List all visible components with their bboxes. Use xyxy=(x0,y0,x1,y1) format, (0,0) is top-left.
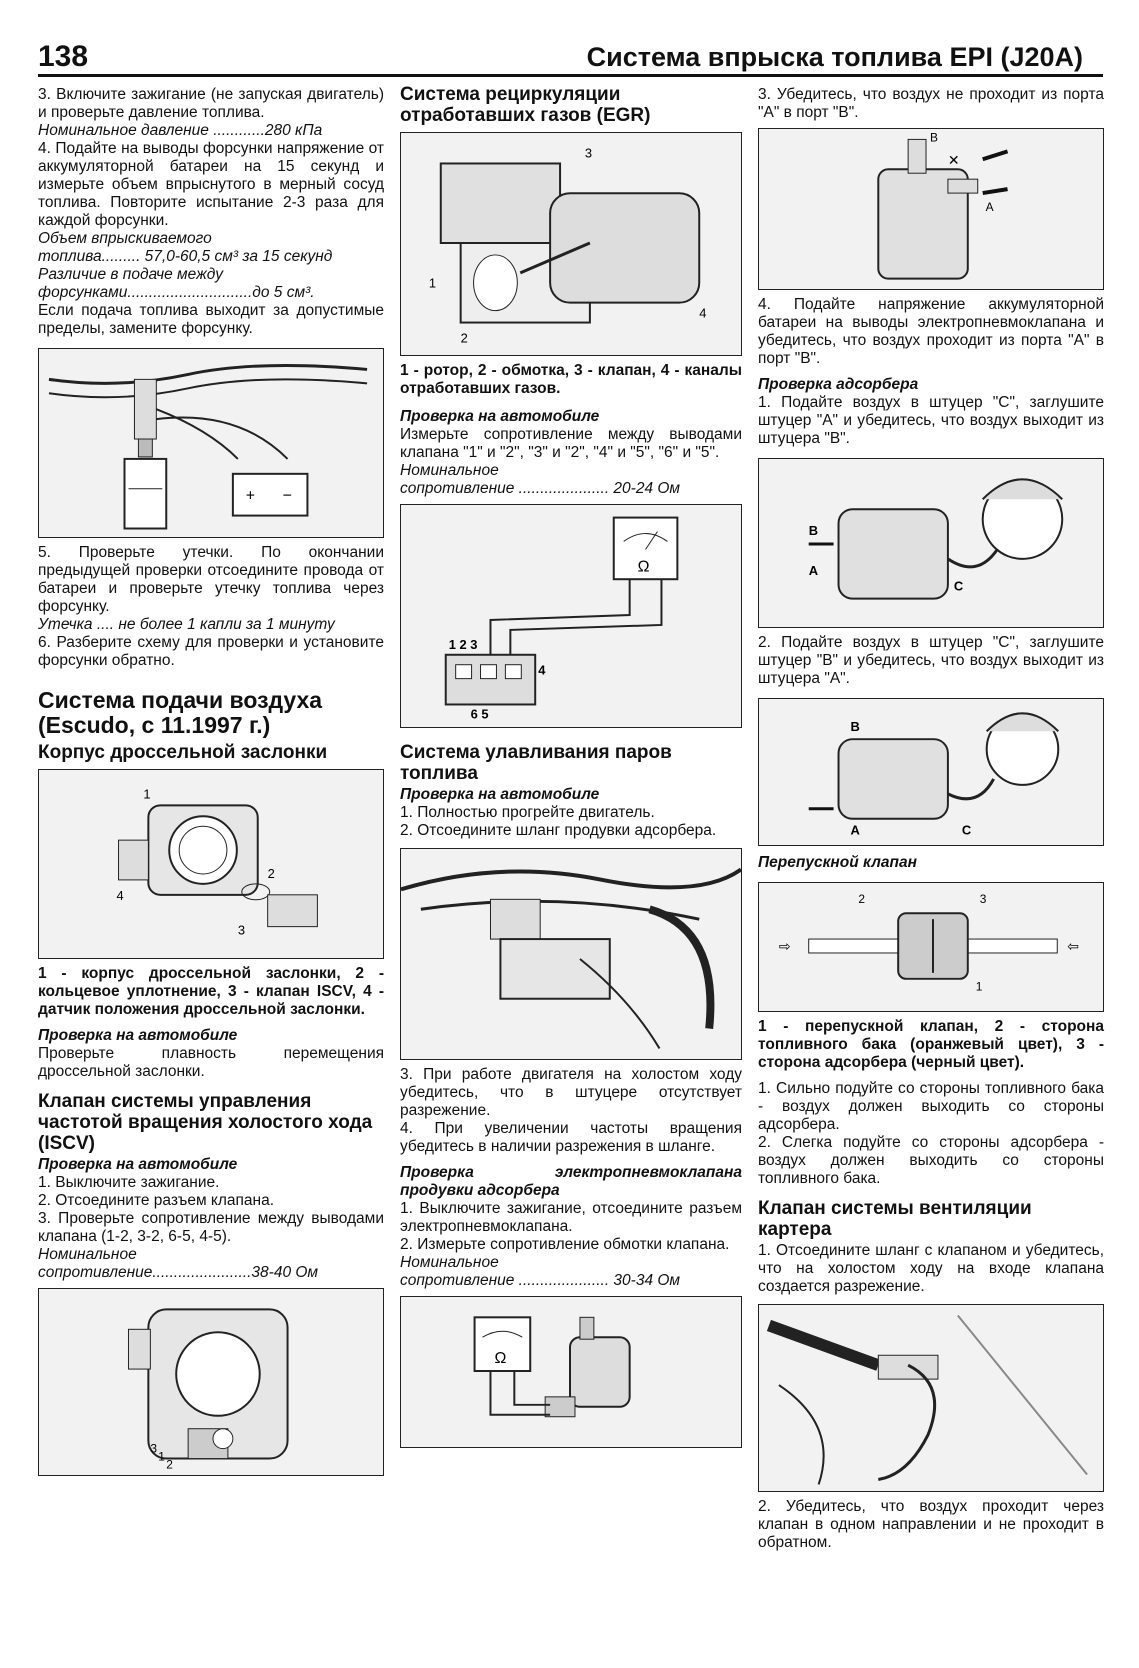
port-c-label: C xyxy=(961,822,972,838)
ohm-symbol: Ω xyxy=(494,1350,507,1368)
subheading: Проверка на автомобиле xyxy=(400,786,600,803)
throttle-label-2: 2 xyxy=(267,865,275,881)
svg-text:✕: ✕ xyxy=(947,152,960,169)
paragraph: Измерьте сопротивление между выводами клапана "1" и "2", "3" и "2", "4" и "5", "6" и "5". xyxy=(400,426,742,461)
paragraph: 2. Отсоедините шланг продувки адсорбера. xyxy=(400,822,717,839)
subheading: Проверка на автомобиле xyxy=(38,1156,238,1173)
throttle-label-4: 4 xyxy=(116,887,124,903)
canister-test-figure-1 xyxy=(758,458,1104,628)
column-right xyxy=(758,86,1104,1552)
egr-label-3: 3 xyxy=(584,145,593,161)
throttle-label-3: 3 xyxy=(237,922,246,938)
column-middle xyxy=(400,84,742,1454)
port-b-label: B xyxy=(850,719,860,735)
egr-valve-figure xyxy=(400,132,742,356)
pcv-valve-figure xyxy=(758,1304,1104,1492)
subsection-heading-iscv: Клапан системы управления частотой вращения холостого хода (ISCV) xyxy=(38,1091,373,1154)
page-title: Система впрыска топлива EPI (J20A) xyxy=(586,42,1083,72)
subheading: Проверка на автомобиле xyxy=(400,408,600,425)
paragraph: Проверьте плавность перемещения дроссельной заслонки. xyxy=(38,1045,384,1080)
section-heading-evap: Система улавливания паров топлива xyxy=(400,742,672,784)
spec-resistance-value: сопротивление ..................... 20-24 Ом xyxy=(400,480,681,497)
subheading: Проверка электропневмоклапана продувки адсорбера xyxy=(400,1164,742,1199)
port-a-label: A xyxy=(808,562,819,578)
paragraph: 1. Подайте воздух в штуцер "C", заглушите штуцер "A" и убедитесь, что воздух выходит из штуцера "B". xyxy=(758,394,1104,447)
purge-hose-figure xyxy=(400,848,742,1060)
paragraph: 2. Измерьте сопротивление обмотки клапана. xyxy=(400,1236,730,1253)
egr-label-1: 1 xyxy=(428,275,437,291)
paragraph: 1. Отсоедините шланг с клапаном и убедитесь, что на холостом ходу на входе клапана создается разрежение. xyxy=(758,1242,1104,1295)
purge-valve-ohmmeter-figure xyxy=(400,1296,742,1448)
figure-caption: 1 - перепускной клапан, 2 - сторона топливного бака (оранжевый цвет), 3 - сторона адсорбера (черный цвет). xyxy=(758,1018,1104,1071)
spec-leak: Утечка .... не более 1 капли за 1 минуту xyxy=(38,616,335,633)
port-b-label: B xyxy=(930,130,938,145)
paragraph: 6. Разберите схему для проверки и установите форсунки обратно. xyxy=(38,634,384,669)
spec-resistance-value: сопротивление ..................... 30-34 Ом xyxy=(400,1272,681,1289)
spec-volume-value: топлива......... 57,0-60,5 см³ за 15 секунд xyxy=(38,248,333,265)
paragraph: 5. Проверьте утечки. По окончании предыдущей проверки отсоедините провода от батареи и проверьте утечку топлива через форсунку. xyxy=(38,544,384,615)
paragraph: Если подача топлива выходит за допустимые пределы, замените форсунку. xyxy=(38,302,384,337)
throttle-body-figure xyxy=(38,769,384,959)
paragraph: 3. Проверьте сопротивление между выводами клапана (1-2, 3-2, 6-5, 4-5). xyxy=(38,1210,384,1245)
paragraph: 1. Выключите зажигание, отсоедините разъем электропневмоклапана. xyxy=(400,1200,742,1235)
spec-resistance-value: сопротивление.......................38-40 Ом xyxy=(38,1264,319,1281)
port-a-label: A xyxy=(985,199,994,214)
page-number: 138 xyxy=(38,40,89,73)
spec-pressure: Номинальное давление ............280 кПа xyxy=(38,122,323,139)
figure-caption: 1 - корпус дроссельной заслонки, 2 - кольцевое уплотнение, 3 - клапан ISCV, 4 - датчик положения дроссельной заслонки. xyxy=(38,965,384,1018)
paragraph: 1. Выключите зажигание. xyxy=(38,1174,220,1191)
section-heading-egr: Система рециркуляции отработавших газов (EGR) xyxy=(400,84,651,126)
canister-test-figure-2 xyxy=(758,698,1104,846)
battery-minus-label: − xyxy=(282,487,292,505)
port-b-label: B xyxy=(808,523,819,539)
subsection-heading-throttle: Корпус дроссельной заслонки xyxy=(38,742,328,763)
connector-pins-bottom: 6 5 xyxy=(470,706,489,722)
section-heading-pcv: Клапан системы вентиляции картера xyxy=(758,1198,1032,1240)
paragraph: 4. При увеличении частоты вращения убедитесь в наличии разрежения в шланге. xyxy=(400,1120,742,1155)
subheading: Проверка на автомобиле xyxy=(38,1027,238,1044)
bypass-valve-figure xyxy=(758,882,1104,1012)
paragraph: 2. Подайте воздух в штуцер "C", заглушите штуцер "B" и убедитесь, что воздух выходит из штуцера "A". xyxy=(758,634,1104,687)
port-a-label: A xyxy=(850,822,860,838)
paragraph: 2. Отсоедините разъем клапана. xyxy=(38,1192,275,1209)
ohm-symbol: Ω xyxy=(637,558,650,576)
spec-resistance-label: Номинальное xyxy=(400,1254,499,1271)
paragraph: 1. Сильно подуйте со стороны топливного бака - воздух должен выходить со стороны адсорбера. xyxy=(758,1080,1104,1133)
spec-diff-label: Различие в подаче между xyxy=(38,266,223,283)
bypass-label-1: 1 xyxy=(975,979,983,994)
svg-text:⇨: ⇨ xyxy=(778,937,791,954)
connector-pins-top: 1 2 3 xyxy=(448,636,478,652)
iscv-label-1: 1 xyxy=(158,1449,165,1464)
injector-test-figure xyxy=(38,348,384,538)
bypass-label-2: 2 xyxy=(858,892,866,907)
iscv-label-2: 2 xyxy=(166,1457,173,1472)
spec-volume-label: Объем впрыскиваемого xyxy=(38,230,212,247)
page-header xyxy=(38,38,1103,77)
bypass-label-3: 3 xyxy=(979,892,987,907)
subheading: Проверка адсорбера xyxy=(758,376,919,393)
paragraph: 4. Подайте на выводы форсунки напряжение от аккумуляторной батареи на 15 секунд и измерьте объем впрыснутого в мерный сосуд топлива. Повторите испытание 2-3 раза для каждой форсунки. xyxy=(38,140,384,229)
egr-ohmmeter-figure xyxy=(400,504,742,728)
subheading: Перепускной клапан xyxy=(758,854,917,871)
iscv-figure xyxy=(38,1288,384,1476)
column-left xyxy=(38,86,384,1482)
purge-valve-ports-figure xyxy=(758,128,1104,290)
section-heading-air-system: Система подачи воздуха (Escudo, с 11.1997 г.) xyxy=(38,687,323,738)
paragraph: 2. Убедитесь, что воздух проходит через клапан в одном направлении и не проходит в обратном. xyxy=(758,1498,1104,1551)
throttle-label-1: 1 xyxy=(143,786,151,802)
paragraph: 3. Включите зажигание (не запуская двигатель) и проверьте давление топлива. xyxy=(38,86,384,121)
spec-resistance-label: Номинальное xyxy=(38,1246,137,1263)
spec-diff-value: форсунками.............................до 5 см³. xyxy=(38,284,315,301)
figure-caption: 1 - ротор, 2 - обмотка, 3 - клапан, 4 - каналы отработавших газов. xyxy=(400,362,742,397)
connector-pin-4: 4 xyxy=(538,662,546,678)
egr-label-2: 2 xyxy=(460,330,468,346)
paragraph: 3. При работе двигателя на холостом ходу убедитесь, что в штуцере отсутствует разрежение. xyxy=(400,1066,742,1119)
paragraph: 3. Убедитесь, что воздух не проходит из порта "A" в порт "B". xyxy=(758,86,1104,121)
iscv-label-3: 3 xyxy=(150,1441,157,1456)
battery-plus-label: + xyxy=(245,487,256,505)
egr-label-4: 4 xyxy=(699,305,707,321)
spec-resistance-label: Номинальное xyxy=(400,462,499,479)
paragraph: 1. Полностью прогрейте двигатель. xyxy=(400,804,655,821)
paragraph: 2. Слегка подуйте со стороны адсорбера - воздух должен выходить со стороны топливного бака. xyxy=(758,1134,1104,1187)
paragraph: 4. Подайте напряжение аккумуляторной батареи на выводы электропневмоклапана и убедитесь, что воздух проходит из порта "A" в порт "B". xyxy=(758,296,1104,367)
port-c-label: C xyxy=(953,578,964,594)
svg-text:⇦: ⇦ xyxy=(1067,937,1079,954)
